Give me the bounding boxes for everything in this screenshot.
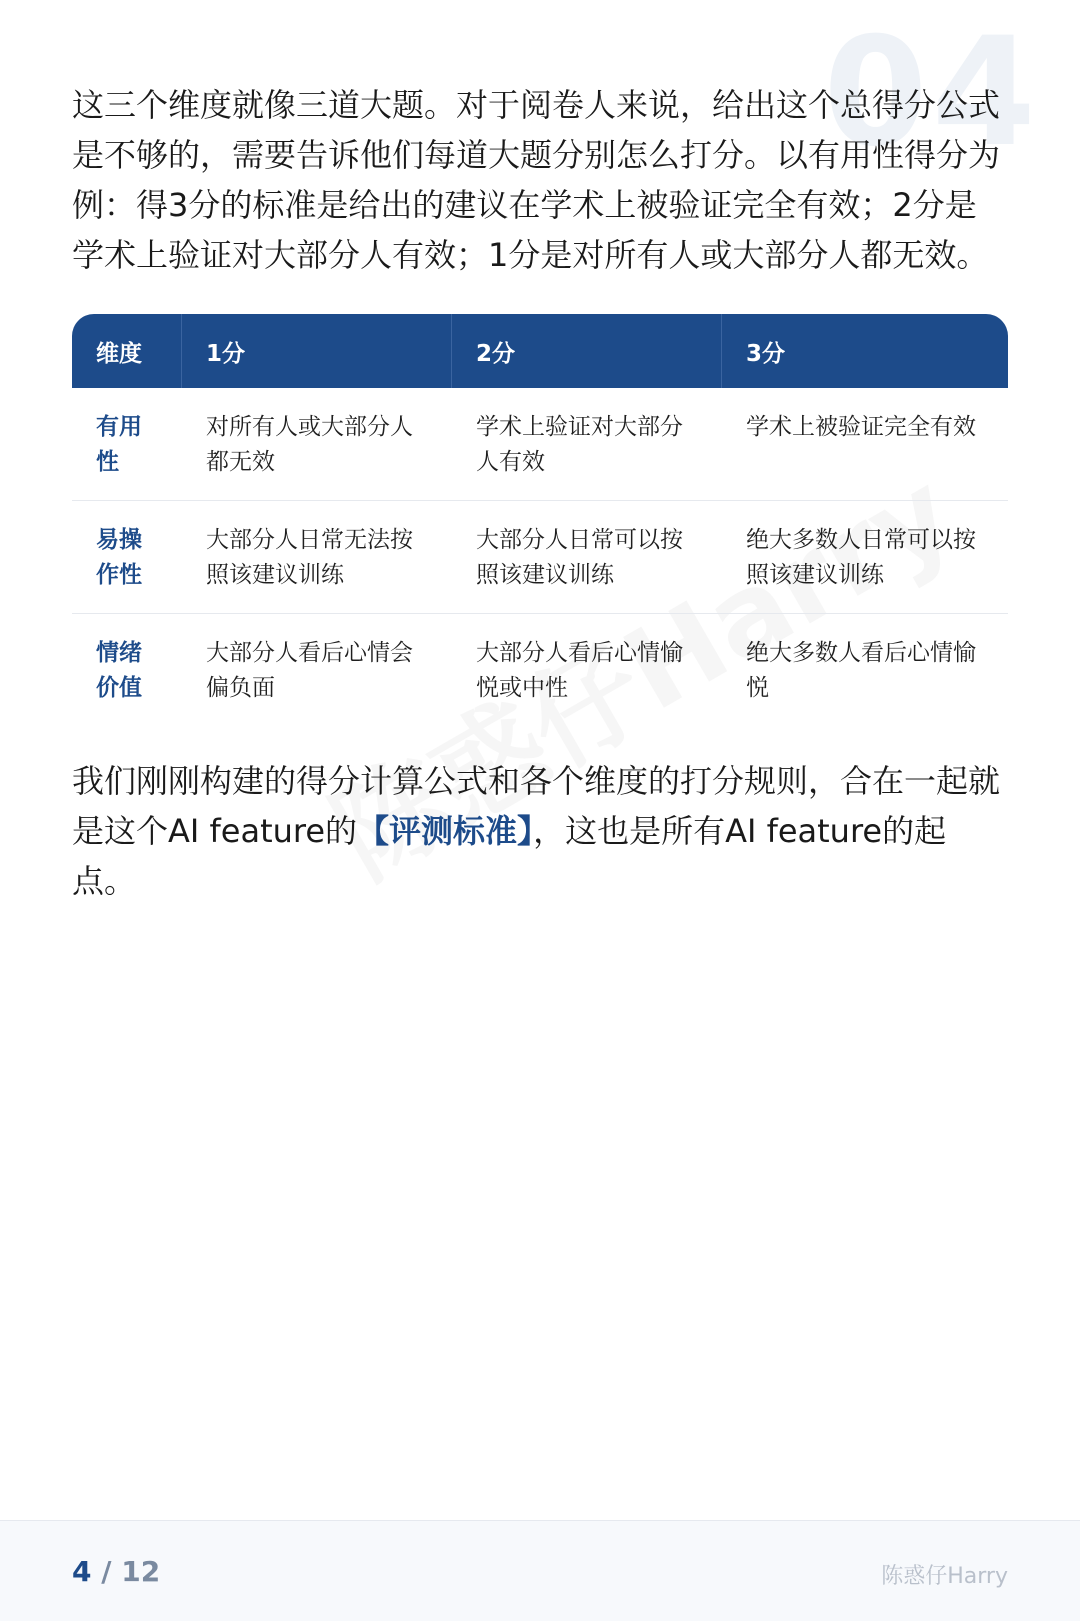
evaluation-standard-highlight: 【评测标准】 [357,812,534,850]
dimension-cell: 易操作性 [72,501,182,614]
header-score-3: 3分 [722,314,1008,388]
author-name: 陈惑仔Harry [881,1564,1008,1589]
closing-text-after: ，这也是所有AI feature的起点。 [72,812,947,900]
scoring-table [72,314,1008,726]
current-page: 4 [72,1555,92,1588]
score-1-cell: 大部分人日常无法按照该建议训练 [182,501,452,614]
score-3-cell: 绝大多数人日常可以按照该建议训练 [722,501,1008,614]
score-3-cell: 绝大多数人看后心情愉悦 [746,640,976,701]
header-dimension: 维度 [72,314,182,388]
score-2-cell: 学术上验证对大部分人有效 [452,388,722,501]
score-1-cell: 对所有人或大部分人都无效 [182,388,452,501]
background-page-number: 04 [823,6,1040,180]
score-2-cell: 大部分人看后心情愉悦或中性 [476,640,683,701]
page-separator: / [91,1555,122,1588]
closing-paragraph [72,756,1008,906]
table-header-row [72,314,1008,388]
dimension-cell: 有用性 [72,388,182,501]
footer [0,1520,1080,1621]
page-indicator [72,1555,160,1588]
dimension-cell: 情绪价值 [96,640,142,701]
score-2-cell: 大部分人日常可以按照该建议训练 [452,501,722,614]
score-1-cell: 大部分人看后心情会偏负面 [206,640,413,701]
total-pages: 12 [121,1555,161,1588]
header-score-1: 1分 [182,314,452,388]
intro-paragraph: 这三个维度就像三道大题。对于阅卷人来说，给出这个总得分公式是不够的，需要告诉他们每道大题分别怎么打分。以有用性得分为例：得3分的标准是给出的建议在学术上被验证完全有效；2分是学术上验证对大部分人有效；1分是对所有人或大部分人都无效。 [72,86,1001,274]
scoring-table-container [72,314,1008,726]
score-3-cell: 学术上被验证完全有效 [722,388,1008,501]
closing-text-before: 我们刚刚构建的得分计算公式和各个维度的打分规则，合在一起就是这个AI feature的 [72,762,1001,850]
main-content [72,80,1008,906]
header-score-2: 2分 [452,314,722,388]
table-row [72,388,1008,501]
table-row [72,614,1008,726]
table-row [72,501,1008,614]
